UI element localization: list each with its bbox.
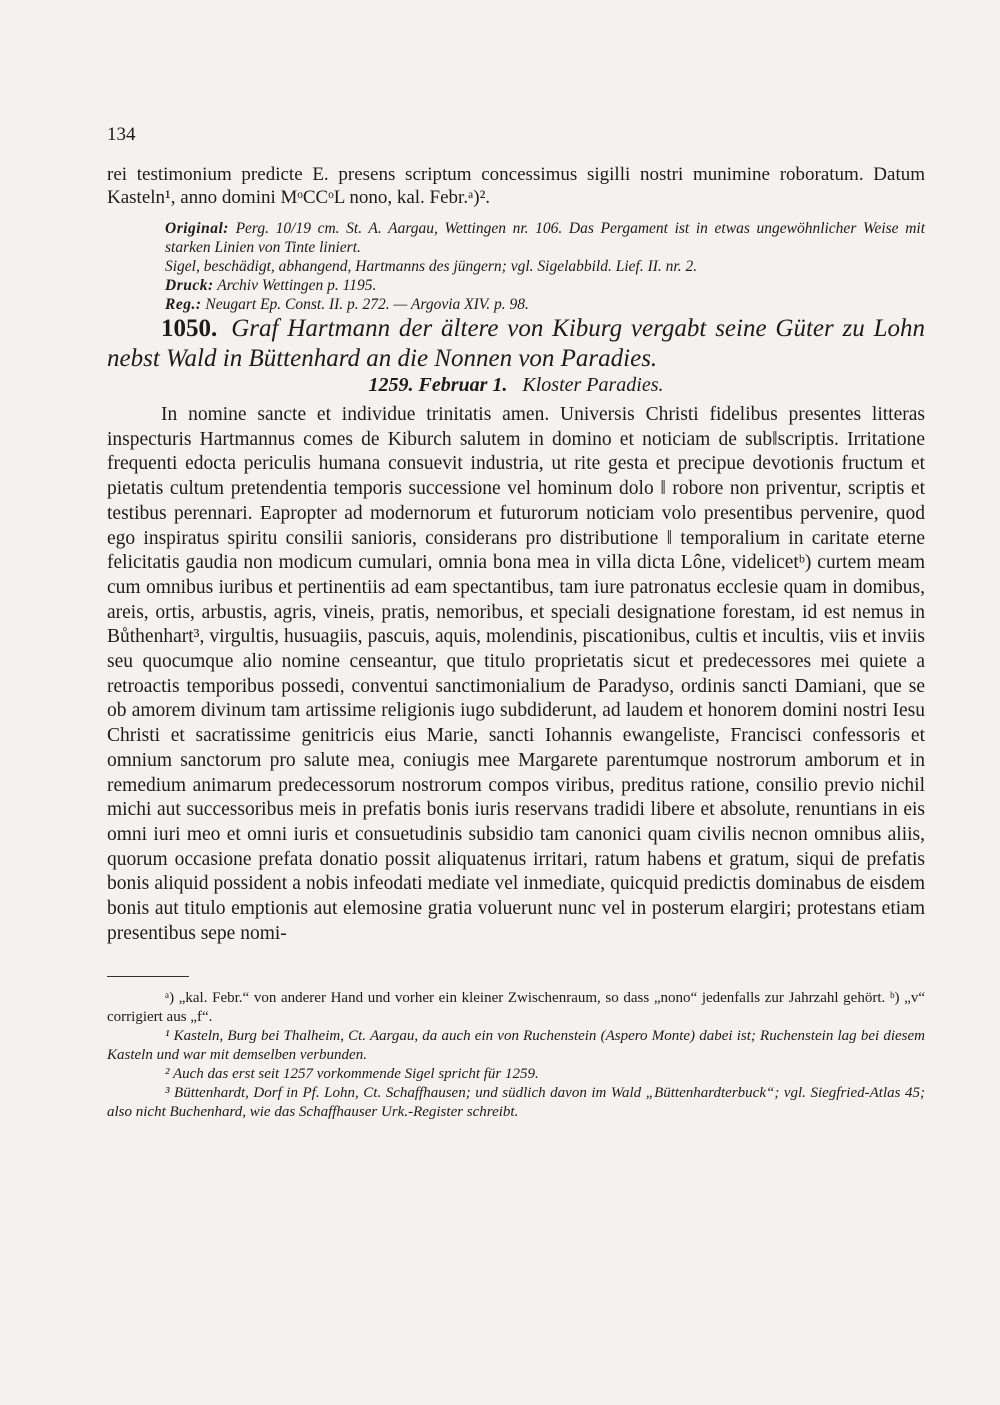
footnote-2: ² Auch das erst seit 1257 vorkommende Sigel spricht für 1259. (165, 1066, 539, 1083)
document-heading (107, 314, 925, 374)
footnote-a-b: ᵃ) „kal. Febr.“ von anderer Hand und vorher ein kleiner Zwischenraum, so dass „nono“ jedenfalls zur Jahrzahl gehört. ᵇ) „v“ corrigiert aus „f“. (107, 990, 925, 1026)
note-original (107, 219, 925, 257)
document-number: 1050. (161, 315, 218, 342)
note-original-label: Original: (165, 220, 229, 237)
note-druck (107, 276, 925, 295)
intro-paragraph: rei testimonium predicte E. presens scriptum concessimus sigilli nostri munimine roboratum. Datum Kasteln¹, anno domini MᵒCCᵒL nono, kal. Febr.ᵃ)². (107, 164, 925, 208)
main-content (107, 163, 925, 1122)
charter-paragraph: In nomine sancte et individue trinitatis amen. Universis Christi fidelibus presentes litteras inspecturis Hartmannus comes de Kiburch salutem in domino et noticiam de sub‖scriptis. Irritatione frequenti edocta periculis humana consuevit industria, ut rite gesta et precipue devotionis fructum et pietatis cultum pretendentia temporis successione vel hominum dolo ‖ robore non priventur, scriptis et testibus perennari. Eapropter ad modernorum et futurorum noticiam volo presentibus pervenire, quod ego inspiratus spiritu consilii sanioris, considerans pro distributione ‖ temporalium in caritate eterne felicitatis gaudia non modicum cumulari, omnia bona mea in villa dicta Lône, videlicetᵇ) curtem meam cum omnibus iuribus et pertinentiis ad eam spectantibus, tam iure patronatus ecclesie quam in domibus, areis, ortis, arbustis, agris, vineis, pratis, nemoribus, et speciali designatione forestam, id est nemus in Bůthenhart³, virgultis, husuagiis, pascuis, aquis, molendinis, piscationibus, cultis et incultis, viis et inviis seu quocumque alio nomine censeantur, que titulo proprietatis sicut et predecessores mei quiete a retroactis temporibus possedi, conventui sanctimonialium de Paradyso, ordinis sancti Damiani, que se ob amorem divinum tam artissime religionis iugo subdiderunt, ad laudem et honorem domini nostri Iesu Christi et sacratissime genitricis eius Marie, sancti Iohannis ewangeliste, Francisci confessoris et omnium sanctorum pro salute mea, coniugis mee Margarete parentumque nostrorum amborum et in remedium animarum predecessorum nostrorum compos viribus, preditus ratione, consilio previo nichil michi aut successoribus meis in prefatis bonis iuris reservans tradidi libere et absolute, renuntians in eis omni iuri meo et omni iuris et consuetudinis subsidio tam canonici quam civilis necnon omnibus aliis, quorum occasione prefata donatio possit aliquatenus irritari, ratum habens et gratum, siqui de prefatis bonis aliquid possident a nobis infeodati mediate vel inmediate, quicquid predictis dominabus de eisdem bonis aut titulo emptionis aut elemosine gratia voluerunt nunc vel in posterum elargiri; protestans etiam presentibus sepe nomi- (107, 404, 925, 944)
dateline (107, 374, 925, 397)
footnotes (107, 989, 925, 1122)
note-sigel: Sigel, beschädigt, abhangend, Hartmanns des jüngern; vgl. Sigelabbild. Lief. II. nr. 2. (165, 258, 698, 275)
dateline-place: Kloster Paradies. (522, 374, 664, 396)
note-druck-text: Archiv Wettingen p. 1195. (217, 277, 377, 294)
document-title: Graf Hartmann der ältere von Kiburg vergabt seine Güter zu Lohn nebst Wald in Büttenhard an die Nonnen von Paradies. (107, 315, 925, 372)
note-reg-label: Reg.: (165, 296, 202, 313)
note-druck-label: Druck: (165, 277, 214, 294)
note-reg-text: Neugart Ep. Const. II. p. 272. — Argovia XIV. p. 98. (205, 296, 529, 313)
footnote-1: ¹ Kasteln, Burg bei Thalheim, Ct. Aargau, da auch ein von Ruchenstein (Aspero Monte) dabei ist; Ruchenstein lag bei diesem Kasteln und war mit demselben verbunden. (107, 1028, 925, 1064)
charter-text (107, 403, 925, 946)
note-original-text: Perg. 10/19 cm. St. A. Aargau, Wettingen nr. 106. Das Pergament ist in etwas ungewöhnlicher Weise mit starken Linien von Tinte liniert. (165, 220, 925, 256)
note-reg (107, 295, 925, 314)
page-number: 134 (107, 124, 136, 145)
footnote-divider (107, 976, 189, 977)
footnote-3: ³ Büttenhardt, Dorf in Pf. Lohn, Ct. Schaffhausen; und südlich davon im Wald „Büttenhardterbuck“; vgl. Siegfried-Atlas 45; also nicht Buchenhard, wie das Schaffhauser Urk.-Register schreibt. (107, 1085, 925, 1121)
dateline-date: 1259. Februar 1. (368, 374, 508, 396)
